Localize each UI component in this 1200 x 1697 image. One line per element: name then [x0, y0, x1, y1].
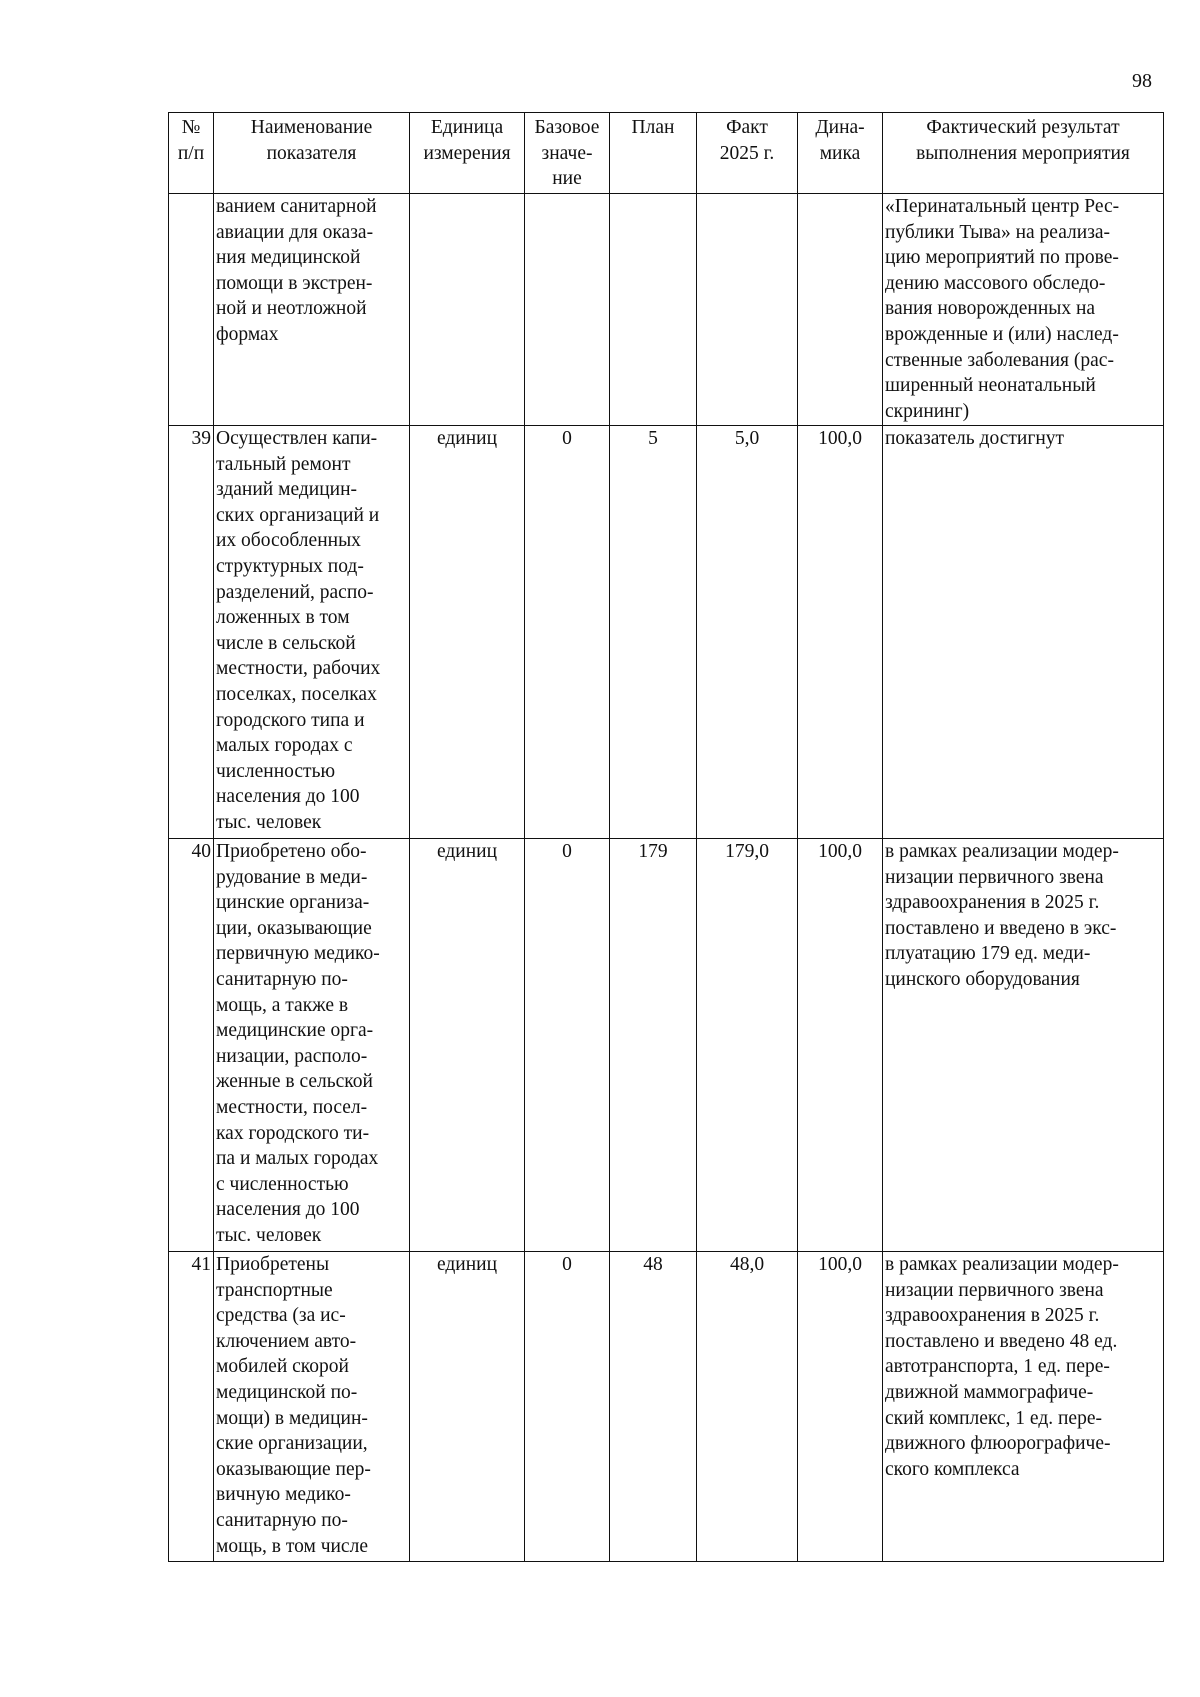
table-row — [169, 1252, 1164, 1562]
header-result: Фактический результат выполнения мероприятия — [883, 113, 1164, 194]
row-dynamics — [798, 194, 883, 426]
header-unit: Единица измерения — [410, 113, 525, 194]
header-fact: Факт 2025 г. — [697, 113, 798, 194]
row-dynamics: 100,0 — [798, 1252, 883, 1562]
row-fact: 48,0 — [697, 1252, 798, 1562]
row-name: Приобретены транспортные средства (за ис- ключением авто- мобилей скорой медицинской по- мощи) в медицин- ские организации, оказывающие пер- вичную медико- санитарную по- мощь, в том числе — [214, 1252, 410, 1562]
row-result: в рамках реализации модер- низации первичного звена здравоохранения в 2025 г. поставлено и введено в экс- плуатацию 179 ед. меди- цинского оборудования — [883, 839, 1164, 1252]
row-name: ванием санитарной авиации для оказа- ния медицинской помощи в экстрен- ной и неотложной формах — [214, 194, 410, 426]
row-num: 40 — [169, 839, 214, 1252]
row-name: Осуществлен капи- тальный ремонт зданий медицин- ских организаций и их обособленных структурных под- разделений, распо- ложенных в том числе в сельской местности, рабочих поселках, поселках городского типа и малых городах с численностью населения до 100 тыс. человек — [214, 426, 410, 839]
row-base — [525, 194, 610, 426]
row-result: в рамках реализации модер- низации первичного звена здравоохранения в 2025 г. поставлено и введено 48 ед. автотранспорта, 1 ед. пере- движной маммографиче- ский комплекс, 1 ед. пере- движного флюорографиче- ского комплекса — [883, 1252, 1164, 1562]
table-row — [169, 839, 1164, 1252]
row-dynamics: 100,0 — [798, 426, 883, 839]
header-num: № п/п — [169, 113, 214, 194]
row-fact — [697, 194, 798, 426]
row-num — [169, 194, 214, 426]
table-row — [169, 426, 1164, 839]
row-fact: 5,0 — [697, 426, 798, 839]
row-unit: единиц — [410, 426, 525, 839]
row-plan: 48 — [610, 1252, 697, 1562]
row-unit — [410, 194, 525, 426]
row-result: «Перинатальный центр Рес- публики Тыва» на реализа- цию мероприятий по прове- дению массового обследо- вания новорожденных на врожденные и (или) наслед- ственные заболевания (рас- ширенный неонатальный скрининг) — [883, 194, 1164, 426]
indicators-table — [168, 112, 1164, 1562]
row-dynamics: 100,0 — [798, 839, 883, 1252]
row-plan: 179 — [610, 839, 697, 1252]
header-dynamics: Дина- мика — [798, 113, 883, 194]
row-base: 0 — [525, 1252, 610, 1562]
table-header-row — [169, 113, 1164, 194]
row-plan — [610, 194, 697, 426]
row-unit: единиц — [410, 839, 525, 1252]
row-plan: 5 — [610, 426, 697, 839]
row-base: 0 — [525, 426, 610, 839]
row-num: 41 — [169, 1252, 214, 1562]
row-name: Приобретено обо- рудование в меди- цинские организа- ции, оказывающие первичную медико- санитарную по- мощь, а также в медицинские орга- низации, располо- женные в сельской местности, посел- ках городского ти- па и малых городах с численностью населения до 100 тыс. человек — [214, 839, 410, 1252]
page-number: 98 — [1132, 70, 1152, 92]
row-fact: 179,0 — [697, 839, 798, 1252]
row-num: 39 — [169, 426, 214, 839]
header-plan: План — [610, 113, 697, 194]
row-unit: единиц — [410, 1252, 525, 1562]
header-base: Базовое значе- ние — [525, 113, 610, 194]
row-base: 0 — [525, 839, 610, 1252]
header-name: Наименование показателя — [214, 113, 410, 194]
table-row — [169, 194, 1164, 426]
row-result: показатель достигнут — [883, 426, 1164, 839]
